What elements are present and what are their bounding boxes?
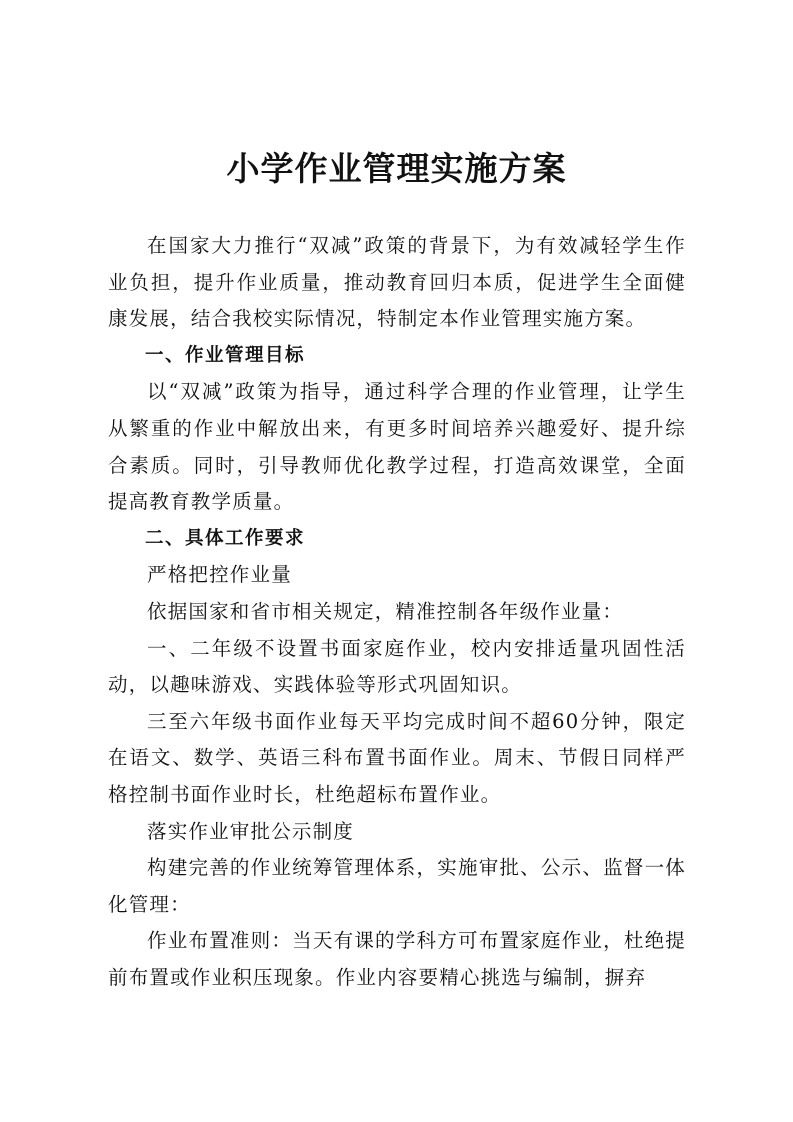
approval-intro-paragraph: 构建完善的作业统筹管理体系，实施审批、公示、监督一体化管理： — [108, 856, 686, 916]
goals-paragraph: 以“双减”政策为指导，通过科学合理的作业管理，让学生从繁重的作业中解放出来，有更多时间培养兴趣爱好、提升综合素质。同时，引导教师优化教学过程，打造高效课堂，全面提高教育教学质量。 — [108, 380, 686, 514]
grades-3-6-paragraph: 三至六年级书面作业每天平均完成时间不超60分钟，限定在语文、数学、英语三科布置书面作业。周末、节假日同样严格控制书面作业时长，杜绝超标布置作业。 — [108, 709, 686, 806]
section-heading-requirements: 二、具体工作要求 — [145, 527, 306, 549]
assignment-rules-paragraph: 作业布置准则：当天有课的学科方可布置家庭作业，杜绝提前布置或作业积压现象。作业内容要精心挑选与编制，摒弃 — [108, 929, 686, 989]
grades-1-2-paragraph: 一、二年级不设置书面家庭作业，校内安排适量巩固性活动，以趣味游戏、实践体验等形式巩固知识。 — [108, 636, 686, 697]
subheading-workload: 严格把控作业量 — [147, 563, 292, 587]
workload-intro-paragraph: 依据国家和省市相关规定，精准控制各年级作业量： — [147, 599, 624, 623]
intro-paragraph: 在国家大力推行“双减”政策的背景下，为有效减轻学生作业负担，提升作业质量，推动教育回归本质，促进学生全面健康发展，结合我校实际情况，特制定本作业管理实施方案。 — [108, 234, 686, 331]
section-heading-goals: 一、作业管理目标 — [145, 344, 306, 366]
document-body — [108, 228, 686, 996]
subheading-approval: 落实作业审批公示制度 — [147, 819, 355, 843]
document-title: 小学作业管理实施方案 — [226, 149, 567, 188]
